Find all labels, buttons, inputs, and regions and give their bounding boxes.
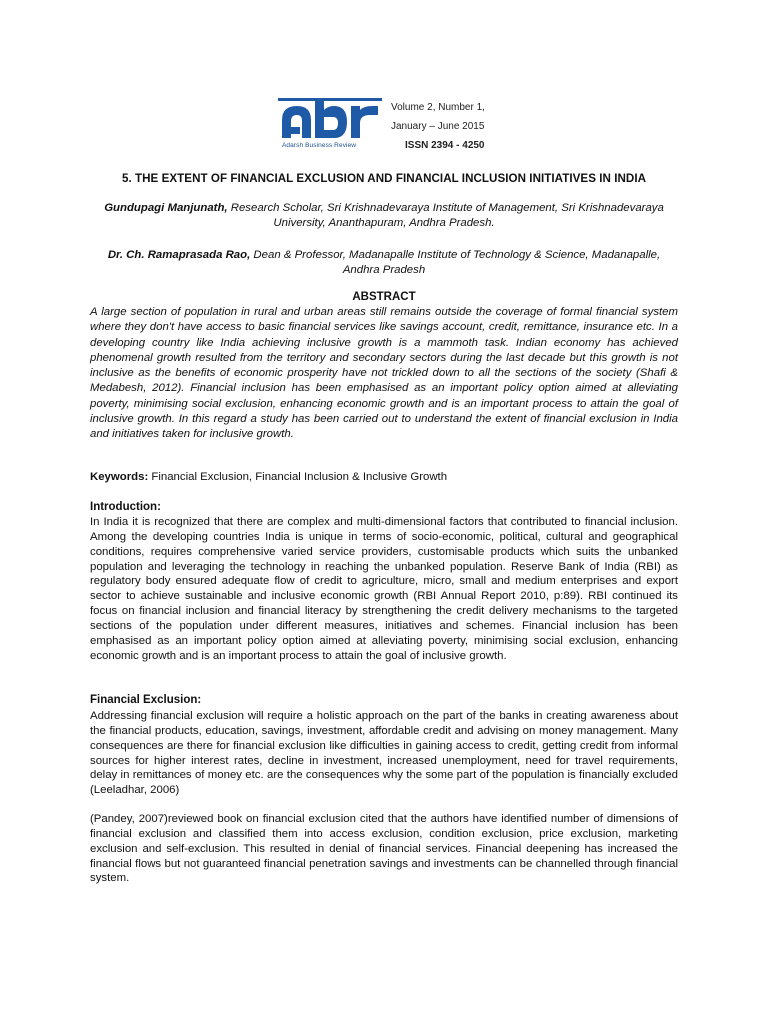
abstract-text: A large section of population in rural and urban areas still remains outside the coverage of formal financial system where they don't have access to basic financial services like savings account, credit, remittance, insurance etc. In a developing country like India achieving inclusive growth is a mammoth task. Indian economy has achieved phenomenal growth resulted from the territory and secondary sectors during the last decade but this growth is not inclusive as the benefits of economic prosperity have not trickled down to all the sections of the society (Shafi & Medabesh, 2012). Financial inclusion has been emphasised as an important policy option aimed at alleviating poverty, minimising social exclusion, enhancing economic growth and is an important process to attain the goal of inclusive growth. In this regard a study has been carried out to understand the extent of financial exclusion in India and initiatives taken for inclusive growth. — [90, 306, 678, 441]
section-heading-financial-exclusion: Financial Exclusion: — [90, 694, 202, 706]
journal-masthead — [278, 98, 578, 160]
author-block-2 — [95, 248, 673, 278]
author-block-1 — [95, 201, 673, 231]
keywords-label: Keywords: — [90, 471, 149, 483]
paper-title: 5. THE EXTENT OF FINANCIAL EXCLUSION AND FINANCIAL INCLUSION INITIATIVES IN INDIA — [121, 172, 647, 185]
issue-period: January – June 2015 — [391, 121, 485, 132]
keywords-line — [90, 470, 680, 485]
logo-subtitle: Adarsh Business Review — [282, 142, 357, 149]
issn-number: ISSN 2394 - 4250 — [405, 140, 485, 151]
abr-logo-icon — [278, 98, 382, 144]
financial-exclusion-paragraph-2: (Pandey, 2007)reviewed book on financial exclusion cited that the authors have identified number of dimensions of financial exclusion and classified them into access exclusion, condition exclusion, price exclusion, marketing exclusion and self-exclusion. This resulted in denial of financial services. Financial deepening has increased the financial flows but not guaranteed financial penetration savings and investments can be channelled through financial system. — [90, 813, 678, 885]
author-name: Gundupagi Manjunath, — [104, 202, 228, 214]
abstract-heading: ABSTRACT — [352, 291, 416, 303]
author-name: Dr. Ch. Ramaprasada Rao, — [107, 249, 251, 261]
issue-info — [391, 98, 485, 155]
volume-number: Volume 2, Number 1, — [391, 102, 485, 113]
introduction-paragraph: In India it is recognized that there are complex and multi-dimensional factors that contributed to financial inclusion. Among the developing countries India is unique in terms of socio-economic, political, cultural and geographical conditions, requires comprehensive varied service providers, customisable products which suits the unbanked population and leveraging the technology in reaching the unbanked population. Reserve Bank of India (RBI) as regulatory body ensured adequate flow of credit to agriculture, micro, small and medium enterprises and export sector to achieve sustainable and inclusive economic growth (RBI Annual Report 2010, p:89). RBI continued its focus on financial inclusion and financial literacy by strengthening the credit delivery mechanisms to the targeted sections of the population under different measures, initiatives and schemes. Financial inclusion has been emphasised as an important policy option aimed at alleviating poverty, minimising social exclusion, enhancing economic growth and is an important process to attain the goal of inclusive growth. — [90, 516, 678, 662]
keywords-list: Financial Exclusion, Financial Inclusion & Inclusive Growth — [148, 471, 448, 483]
author-affiliation: Research Scholar, Sri Krishnadevaraya Institute of Management, Sri Krishnadevaraya University, Ananthapuram, Andhra Pradesh. — [227, 202, 664, 229]
section-heading-introduction: Introduction: — [90, 501, 161, 513]
financial-exclusion-paragraph-1: Addressing financial exclusion will require a holistic approach on the part of the banks in creating awareness about the financial products, education, savings, investment, affordable credit and advising on money management. Many consequences are there for financial exclusion like difficulties in gaining access to credit, getting credit from informal sources for higher interest rates, decline in investment, increased unemployment, need for travel requirements, delay in remittances of money etc. are the consequences why the some part of the population is financially excluded (Leeladhar, 2006) — [90, 710, 678, 797]
journal-logo — [278, 98, 382, 154]
author-affiliation: Dean & Professor, Madanapalle Institute of Technology & Science, Madanapalle, Andhra Pradesh — [250, 249, 661, 276]
